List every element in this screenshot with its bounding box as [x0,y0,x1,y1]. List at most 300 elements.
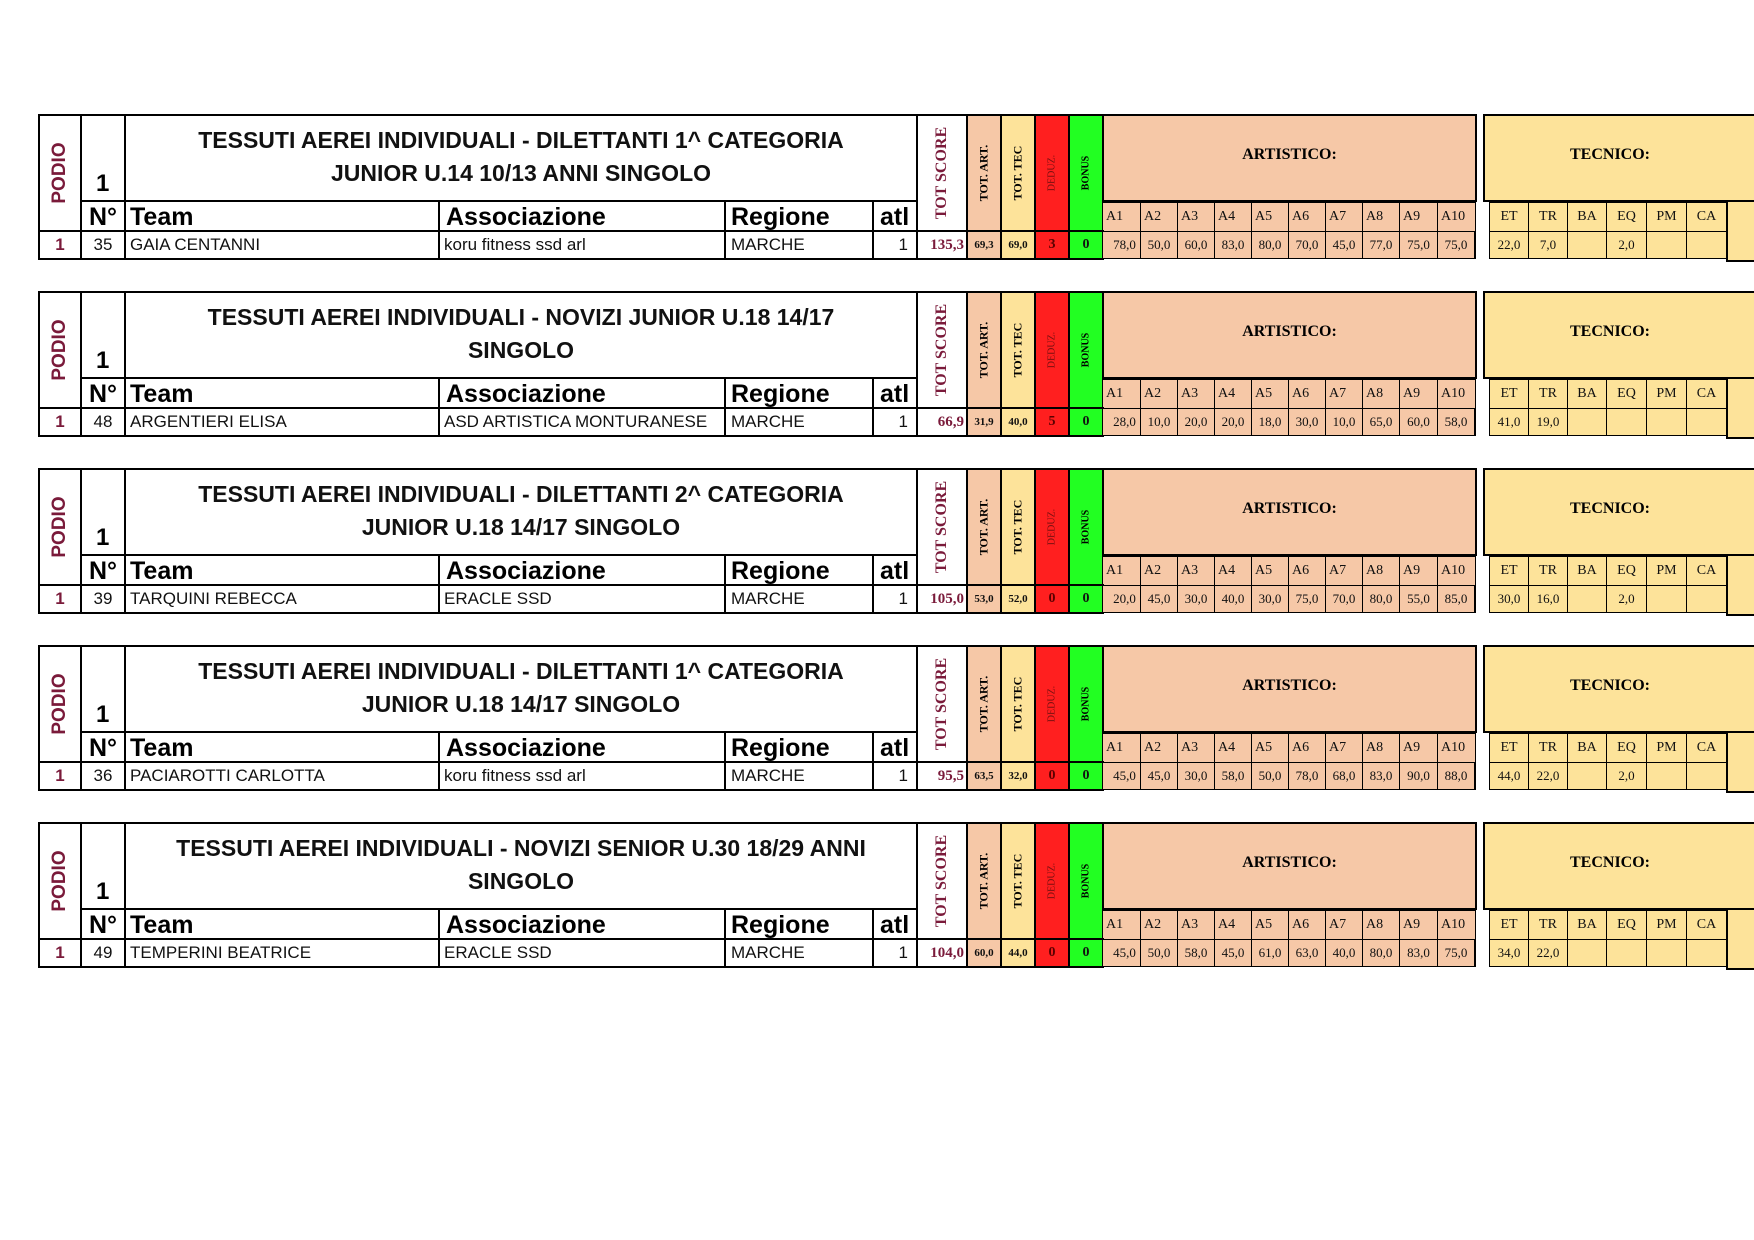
section-separator [0,291,6,437]
art-score-value: 75,0 [1295,591,1319,606]
art-col-label: A4 [1218,209,1236,224]
col-atl-header [872,731,918,763]
art-col-label: A5 [1255,917,1273,932]
art-col-label: A9 [1403,386,1421,401]
tec-col-label: ET [1500,563,1518,578]
tec-col-label: ET [1500,917,1518,932]
associazione-value: ERACLE SSD [444,943,552,962]
col-team-header [124,200,440,232]
section-title [126,478,916,544]
section-title-line2: SINGOLO [467,337,575,363]
art-col-header [1214,556,1252,586]
col-n-header [80,908,126,940]
artistico-label: ARTISTICO: [1242,146,1337,163]
podio-cell [38,761,82,791]
col-team-header [124,554,440,586]
art-col-label: A4 [1218,917,1236,932]
deduz-value: 0 [1048,945,1056,960]
podio-header-cell [38,822,82,940]
tot-art-label: TOT. ART. [976,321,991,379]
art-col-header [1251,910,1289,940]
associazione-value: ERACLE SSD [444,589,552,608]
tot-tec-value: 44,0 [1008,947,1028,959]
tot-score-cell [916,938,968,968]
deduz-value: 0 [1048,591,1056,606]
tec-col-header [1606,379,1647,409]
tec-col-label: BA [1577,917,1597,932]
tec-col-label: BA [1577,740,1597,755]
col-atl-header [872,908,918,940]
col-n-label: N° [89,203,118,231]
team-cell [124,407,440,437]
associazione-cell [438,584,726,614]
art-col-label: A3 [1181,386,1199,401]
art-score-value: 45,0 [1147,768,1171,783]
tec-col-label: PM [1656,563,1677,578]
section-separator [0,468,6,614]
art-col-header [1288,379,1326,409]
tot-tec-label: TOT. TEC [1010,853,1025,909]
tec-score-cell [1646,585,1687,613]
n-cell [80,938,126,968]
art-col-label: A7 [1329,386,1347,401]
tot-art-value: 53,0 [974,593,994,605]
art-score-cell [1362,585,1400,613]
art-score-value: 18,0 [1258,414,1282,429]
tot-tec-value: 52,0 [1008,593,1028,605]
col-atl-header [872,554,918,586]
deduz-header [1034,291,1070,409]
artistico-label: ARTISTICO: [1242,500,1337,517]
art-col-label: A8 [1366,740,1384,755]
bonus-label: BONUS [1080,686,1092,722]
artistico-label: ARTISTICO: [1242,323,1337,340]
team-cell [124,938,440,968]
art-col-label: A5 [1255,563,1273,578]
art-col-header [1362,556,1400,586]
associazione-value: ASD ARTISTICA MONTURANESE [444,412,708,431]
art-score-cell [1140,939,1178,967]
tec-col-label: EQ [1617,209,1636,224]
col-team-header [124,377,440,409]
regione-cell [724,230,874,260]
col-regione-header [724,908,874,940]
section-separator [0,822,6,968]
tec-score-cell [1489,585,1529,613]
atl-value: 1 [898,589,908,608]
bonus-label: BONUS [1080,509,1092,545]
col-n-label: N° [89,734,118,762]
tec-col-header [1489,733,1529,763]
tot-tec-header [1000,114,1036,232]
art-score-value: 45,0 [1332,237,1356,252]
atl-cell [872,230,918,260]
art-col-header [1288,733,1326,763]
tot-score-header [916,114,968,232]
bonus-value: 0 [1082,768,1090,783]
atl-cell [872,584,918,614]
deduz-cell [1034,407,1070,437]
tec-filler-cell [1726,200,1754,262]
tec-score-cell [1606,585,1647,613]
bonus-header [1068,468,1104,586]
art-col-label: A2 [1144,917,1162,932]
tec-col-header [1646,910,1687,940]
section-title [126,124,916,190]
athlete-number: 39 [93,589,113,608]
tec-score-cell [1646,939,1687,967]
col-associazione-header [438,731,726,763]
tot-tec-cell [1000,230,1036,260]
tec-score-cell [1528,231,1568,259]
art-score-cell [1325,585,1363,613]
results-section [0,114,1754,266]
tec-col-label: EQ [1617,740,1636,755]
tec-col-label: EQ [1617,563,1636,578]
art-col-label: A1 [1106,563,1124,578]
tec-filler-cell [1726,377,1754,439]
art-score-value: 55,0 [1407,591,1430,606]
section-title-cell [124,822,918,910]
tec-score-cell [1528,762,1568,790]
deduz-cell [1034,230,1070,260]
art-score-value: 78,0 [1295,768,1319,783]
col-regione-label: Regione [731,203,830,231]
rank-header-cell [80,114,126,202]
team-cell [124,584,440,614]
tec-score-value [1568,232,1606,258]
col-associazione-label: Associazione [446,734,606,762]
deduz-value: 5 [1048,414,1056,429]
tec-col-label: ET [1500,386,1518,401]
art-col-header [1140,379,1178,409]
atl-cell [872,761,918,791]
tot-art-cell [966,584,1002,614]
art-score-cell [1177,939,1215,967]
col-regione-label: Regione [731,734,830,762]
tec-col-header [1567,733,1607,763]
tec-score-value [1568,763,1606,789]
associazione-value: koru fitness ssd arl [444,235,586,254]
art-col-header [1399,379,1438,409]
tec-col-label: TR [1539,917,1557,932]
tot-tec-label: TOT. TEC [1010,322,1025,378]
athlete-name: PACIAROTTI CARLOTTA [130,766,325,785]
tot-art-label: TOT. ART. [976,675,991,733]
art-col-label: A8 [1366,563,1384,578]
artistico-header [1102,114,1477,202]
bonus-value: 0 [1082,414,1090,429]
art-score-cell [1325,408,1363,436]
col-associazione-header [438,908,726,940]
art-score-value: 70,0 [1295,237,1319,252]
art-score-cell [1288,231,1326,259]
art-score-cell [1214,762,1252,790]
podio-header-cell [38,645,82,763]
bonus-value: 0 [1082,591,1090,606]
art-col-label: A6 [1292,563,1310,578]
art-col-label: A3 [1181,563,1199,578]
tot-score-value: 95,5 [937,767,964,784]
art-score-value: 80,0 [1369,591,1393,606]
rank-header-value: 1 [96,170,110,197]
art-score-cell [1325,939,1363,967]
section-title [126,655,916,721]
bonus-header [1068,645,1104,763]
art-score-cell [1399,231,1438,259]
art-col-label: A6 [1292,740,1310,755]
tec-score-cell [1489,231,1529,259]
tecnico-header [1483,114,1754,202]
tec-col-header [1489,379,1529,409]
rank-header-value: 1 [96,347,110,374]
tec-col-header [1567,910,1607,940]
tot-art-cell [966,938,1002,968]
tec-score-cell [1489,408,1529,436]
art-score-value: 30,0 [1184,768,1208,783]
art-score-cell [1140,585,1178,613]
art-col-label: A5 [1255,386,1273,401]
atl-cell [872,938,918,968]
tot-score-label: TOT SCORE [933,126,950,220]
n-cell [80,407,126,437]
art-score-value: 50,0 [1258,768,1282,783]
art-col-header [1288,910,1326,940]
podio-label: PODIO [49,673,70,735]
tec-score-value: 22,0 [1536,768,1560,783]
podio-label: PODIO [49,850,70,912]
team-cell [124,761,440,791]
col-n-header [80,731,126,763]
art-col-label: A7 [1329,563,1347,578]
tecnico-header [1483,645,1754,733]
section-title-line2: JUNIOR U.18 14/17 SINGOLO [361,514,681,540]
tot-tec-header [1000,291,1036,409]
tec-col-header [1606,202,1647,232]
tec-score-value: 2,0 [1618,768,1635,783]
col-n-label: N° [89,911,118,939]
tec-score-cell [1528,939,1568,967]
bonus-cell [1068,761,1104,791]
regione-value: MARCHE [731,589,805,608]
podio-cell [38,938,82,968]
art-col-header [1214,910,1252,940]
art-score-value: 30,0 [1295,414,1319,429]
podio-cell [38,230,82,260]
art-score-value: 50,0 [1147,945,1171,960]
art-col-label: A5 [1255,209,1273,224]
art-col-header [1177,556,1215,586]
art-score-value: 90,0 [1407,768,1430,783]
tec-col-label: BA [1577,209,1597,224]
col-team-label: Team [130,911,194,939]
art-score-cell [1399,939,1438,967]
tec-col-header [1646,556,1687,586]
art-score-value: 58,0 [1184,945,1208,960]
art-col-header [1140,733,1178,763]
tec-score-cell [1489,762,1529,790]
tec-score-cell [1686,231,1727,259]
podio-header-cell [38,468,82,586]
tec-col-header [1686,202,1727,232]
section-separator [0,645,6,791]
tec-col-header [1528,379,1568,409]
art-col-label: A6 [1292,209,1310,224]
team-cell [124,230,440,260]
athlete-number: 36 [93,766,113,785]
art-col-header [1251,379,1289,409]
regione-value: MARCHE [731,766,805,785]
art-col-header [1362,910,1400,940]
col-n-header [80,377,126,409]
art-score-value: 10,0 [1147,414,1171,429]
regione-cell [724,584,874,614]
art-score-cell [1251,408,1289,436]
col-team-label: Team [130,380,194,408]
art-col-header [1251,733,1289,763]
art-score-value: 83,0 [1407,945,1430,960]
tec-score-cell [1606,408,1647,436]
bonus-label: BONUS [1080,863,1092,899]
art-score-cell [1437,762,1476,790]
rank-header-value: 1 [96,878,110,905]
art-score-value: 28,0 [1113,414,1136,429]
tec-col-label: CA [1696,209,1717,224]
art-col-label: A8 [1366,209,1384,224]
art-col-label: A1 [1106,386,1124,401]
art-score-value: 88,0 [1444,768,1468,783]
tec-col-label: CA [1696,740,1717,755]
podio-header-cell [38,114,82,232]
regione-value: MARCHE [731,235,805,254]
art-score-value: 70,0 [1332,591,1356,606]
art-col-label: A10 [1441,740,1466,755]
tecnico-header [1483,291,1754,379]
art-score-value: 45,0 [1113,768,1136,783]
bonus-label: BONUS [1080,332,1092,368]
art-score-cell [1177,762,1215,790]
tot-tec-header [1000,645,1036,763]
art-col-label: A5 [1255,740,1273,755]
tec-col-label: PM [1656,386,1677,401]
deduz-label: DEDUZ. [1046,331,1058,369]
tec-col-header [1567,379,1607,409]
section-title-line1: TESSUTI AEREI INDIVIDUALI - DILETTANTI 1^ CATEGORIA [198,658,844,684]
tec-col-header [1686,556,1727,586]
art-score-cell [1288,408,1326,436]
tec-score-value: 19,0 [1536,414,1560,429]
art-score-value: 40,0 [1221,591,1245,606]
deduz-header [1034,114,1070,232]
art-score-cell [1177,408,1215,436]
art-score-value: 40,0 [1332,945,1356,960]
tot-art-value: 69,3 [974,239,994,251]
art-col-label: A6 [1292,917,1310,932]
tec-score-value: 2,0 [1618,591,1635,606]
col-atl-header [872,377,918,409]
art-score-value: 30,0 [1258,591,1282,606]
section-title-line1: TESSUTI AEREI INDIVIDUALI - NOVIZI SENIOR U.30 18/29 ANNI [176,835,866,861]
athlete-number: 48 [93,412,113,431]
art-score-cell [1362,408,1400,436]
artistico-label: ARTISTICO: [1242,677,1337,694]
tec-score-value [1568,409,1606,435]
associazione-cell [438,407,726,437]
associazione-cell [438,230,726,260]
tec-score-value [1568,586,1606,612]
n-cell [80,230,126,260]
art-score-value: 60,0 [1184,237,1208,252]
art-col-header [1437,202,1476,232]
tec-col-header [1646,202,1687,232]
art-col-label: A3 [1181,209,1199,224]
col-associazione-label: Associazione [446,203,606,231]
col-regione-label: Regione [731,911,830,939]
tec-score-value [1568,940,1606,966]
section-title-cell [124,468,918,556]
results-section [0,291,1754,443]
art-col-header [1437,379,1476,409]
tec-col-header [1567,556,1607,586]
tec-col-label: BA [1577,563,1597,578]
section-title-cell [124,645,918,733]
art-score-value: 77,0 [1369,237,1393,252]
tot-tec-cell [1000,761,1036,791]
tot-art-header [966,291,1002,409]
tec-score-cell [1606,762,1647,790]
tec-score-cell [1528,585,1568,613]
art-col-label: A9 [1403,563,1421,578]
tec-score-cell [1646,231,1687,259]
art-score-cell [1325,762,1363,790]
art-score-value: 60,0 [1407,414,1430,429]
n-cell [80,761,126,791]
tec-score-cell [1606,231,1647,259]
tec-col-label: TR [1539,209,1557,224]
art-col-header [1177,910,1215,940]
section-title-cell [124,291,918,379]
atl-value: 1 [898,766,908,785]
art-score-cell [1140,408,1178,436]
tec-col-label: PM [1656,917,1677,932]
deduz-label: DEDUZ. [1046,508,1058,546]
tec-score-cell [1686,762,1727,790]
podio-cell [38,407,82,437]
associazione-cell [438,761,726,791]
tec-score-value [1607,409,1646,435]
tec-score-cell [1606,939,1647,967]
bonus-header [1068,114,1104,232]
tec-col-label: TR [1539,386,1557,401]
tec-score-value [1687,940,1726,966]
art-col-header [1399,202,1438,232]
tec-score-value [1687,232,1726,258]
tot-score-cell [916,407,968,437]
art-col-header [1325,379,1363,409]
n-cell [80,584,126,614]
tot-score-label: TOT SCORE [933,834,950,928]
col-team-header [124,731,440,763]
art-score-value: 80,0 [1369,945,1393,960]
art-col-label: A3 [1181,917,1199,932]
art-col-label: A10 [1441,917,1466,932]
col-team-label: Team [130,734,194,762]
art-col-label: A2 [1144,386,1162,401]
bonus-value: 0 [1082,945,1090,960]
art-score-value: 45,0 [1147,591,1171,606]
col-atl-header [872,200,918,232]
tec-col-label: ET [1500,740,1518,755]
